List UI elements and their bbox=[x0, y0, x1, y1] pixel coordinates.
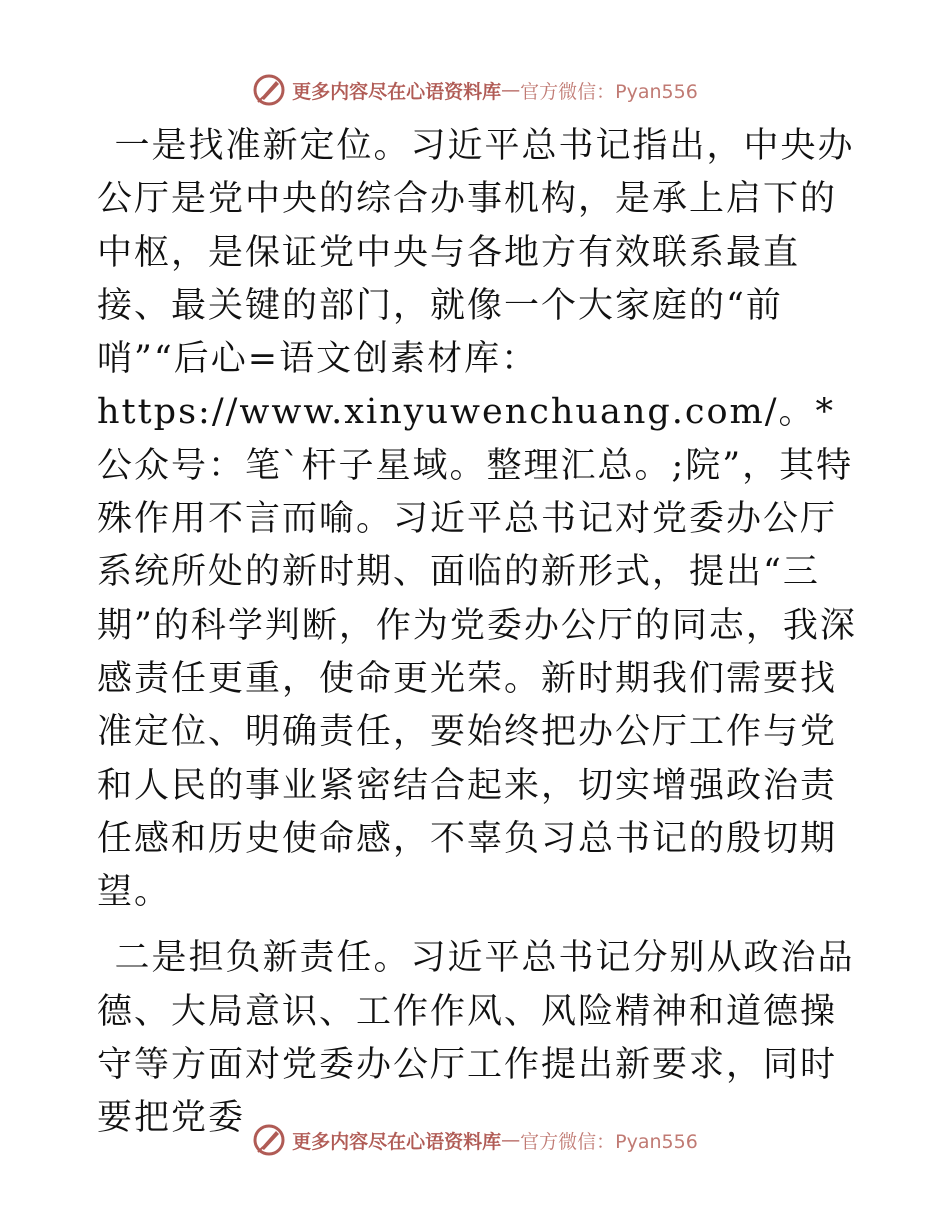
banner-wechat-text: 官方微信：Pyan556 bbox=[520, 1130, 698, 1153]
banner-main-text: 更多内容尽在心语资料库 bbox=[292, 1130, 502, 1153]
banner-main-text: 更多内容尽在心语资料库 bbox=[292, 80, 502, 103]
quill-seal-icon bbox=[252, 73, 286, 107]
paragraph-1: 一是找准新定位。习近平总书记指出，中央办公厅是党中央的综合办事机构，是承上启下的中枢，是保证党中央与各地方有效联系最直接、最关键的部门，就像一个大家庭的“前哨”“后心=语文创素材库：https://www.xinyuwenchuang.com/。*公众号：笔`杆子星域。整理汇总。;院”，其特殊作用不言而喻。习近平总书记对党委办公厅系统所处的新时期、面临的新形式，提出“三期”的科学判断，作为党委办公厅的同志，我深感责任更重，使命更光荣。新时期我们需要找准定位、明确责任，要始终把办公厅工作与党和人民的事业紧密结合起来，切实增强政治责任感和历史使命感，不辜负习总书记的殷切期望。 bbox=[97, 126, 857, 913]
footer-watermark-banner bbox=[0, 1120, 950, 1160]
banner-wechat-text: 官方微信：Pyan556 bbox=[520, 80, 698, 103]
quill-seal-icon bbox=[252, 1123, 286, 1157]
paragraph-2: 二是担负新责任。习近平总书记分别从政治品德、大局意识、工作作风、风险精神和道德操守等方面对党委办公厅工作提出新要求，同时要把党委 bbox=[97, 938, 855, 1139]
header-watermark-banner bbox=[0, 70, 950, 110]
document-body bbox=[97, 120, 857, 1146]
banner-dash: — bbox=[501, 1129, 521, 1151]
banner-dash: — bbox=[501, 79, 521, 101]
